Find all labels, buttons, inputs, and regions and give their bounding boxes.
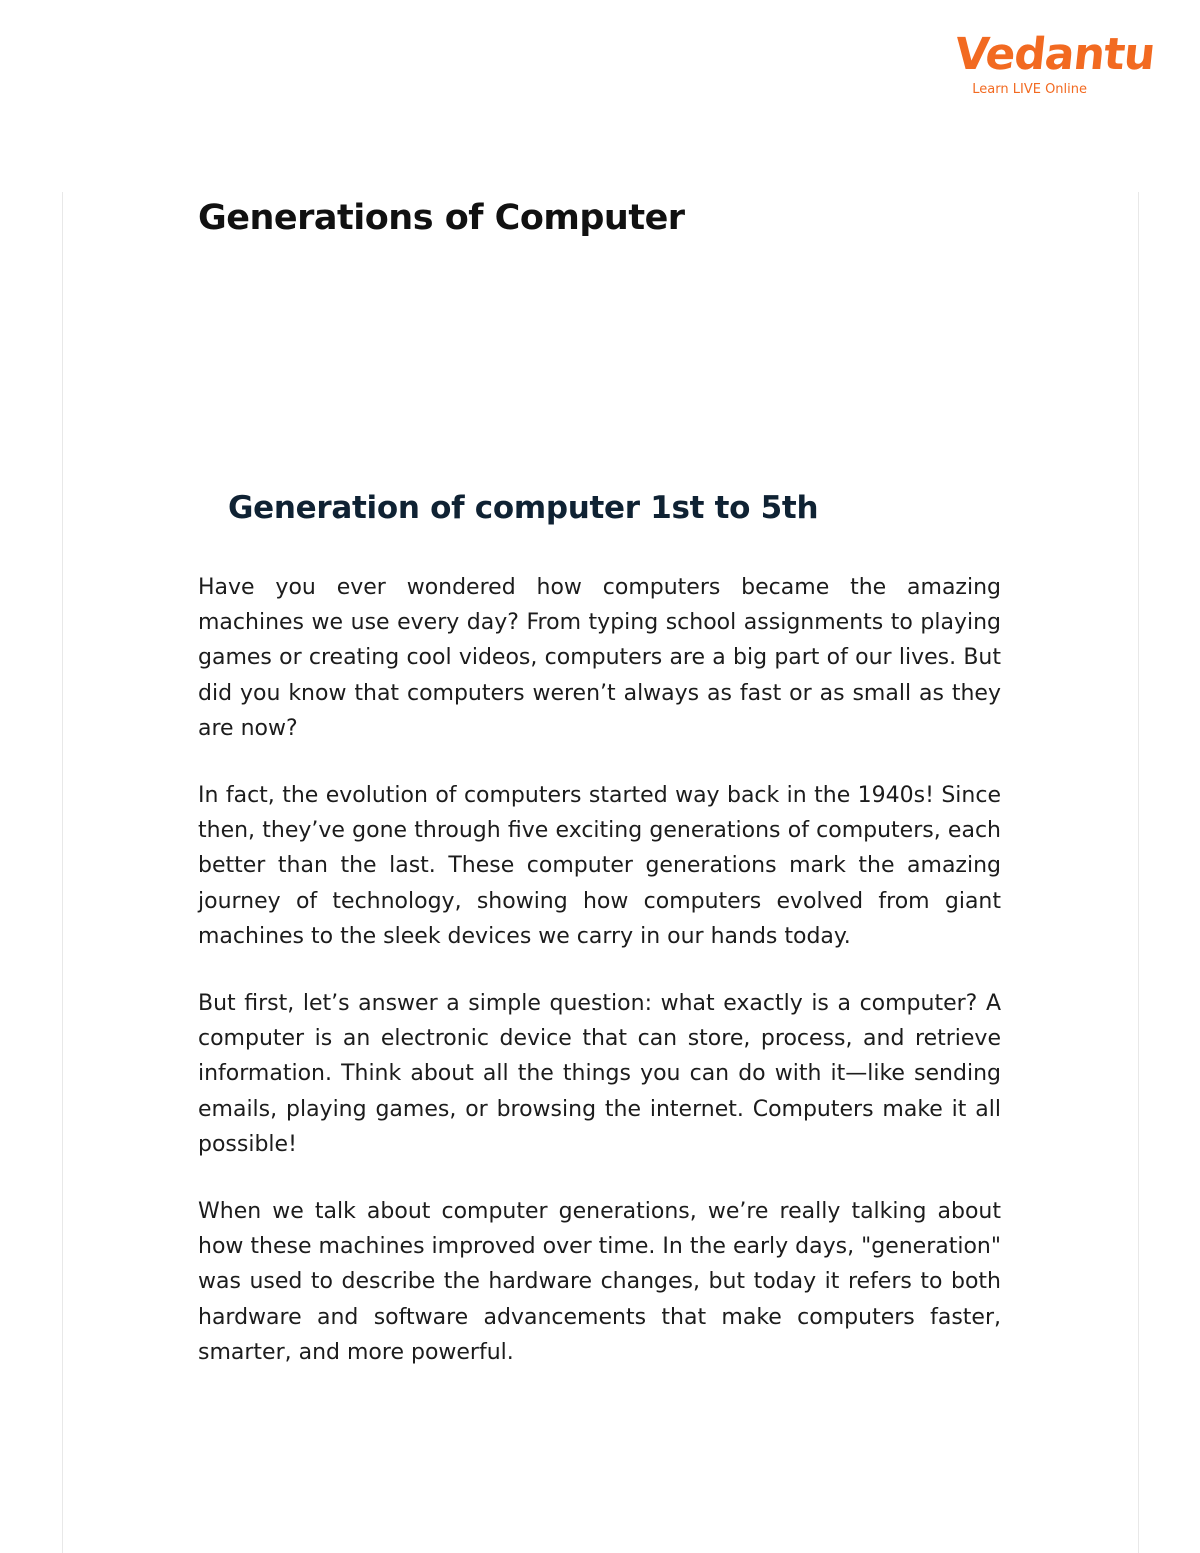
page-title: Generations of Computer [198, 198, 685, 238]
article-body [198, 570, 1001, 1402]
page-border-right [1138, 192, 1139, 1553]
logo-wordmark: Vedantu [952, 29, 1158, 80]
section-heading: Generation of computer 1st to 5th [228, 490, 819, 526]
paragraph-generations: When we talk about computer generations, we’re really talking about how these machines improved over time. In the early days, "generation" was used to describe the hardware changes, but today it refers to both hardware and software advancements that make computers faster, smarter, and more powerful. [198, 1199, 1001, 1365]
paragraph-evolution: In fact, the evolution of computers started way back in the 1940s! Since then, they’ve gone through five exciting generations of computers, each better than the last. These computer generations mark the amazing journey of technology, showing how computers evolved from giant machines to the sleek devices we carry in our hands today. [198, 783, 1001, 949]
logo-tagline: Learn LIVE Online [972, 82, 1087, 97]
vedantu-logo [952, 29, 1158, 110]
paragraph-intro: Have you ever wondered how computers became the amazing machines we use every day? From typing school assignments to playing games or creating cool videos, computers are a big part of our lives. But did you know that computers weren’t always as fast or as small as they are now? [198, 575, 1001, 741]
page-border-left [62, 192, 63, 1553]
paragraph-definition: But first, let’s answer a simple question: what exactly is a computer? A computer is an electronic device that can store, process, and retrieve information. Think about all the things you can do with it—like sending emails, playing games, or browsing the internet. Computers make it all possible! [198, 991, 1001, 1157]
